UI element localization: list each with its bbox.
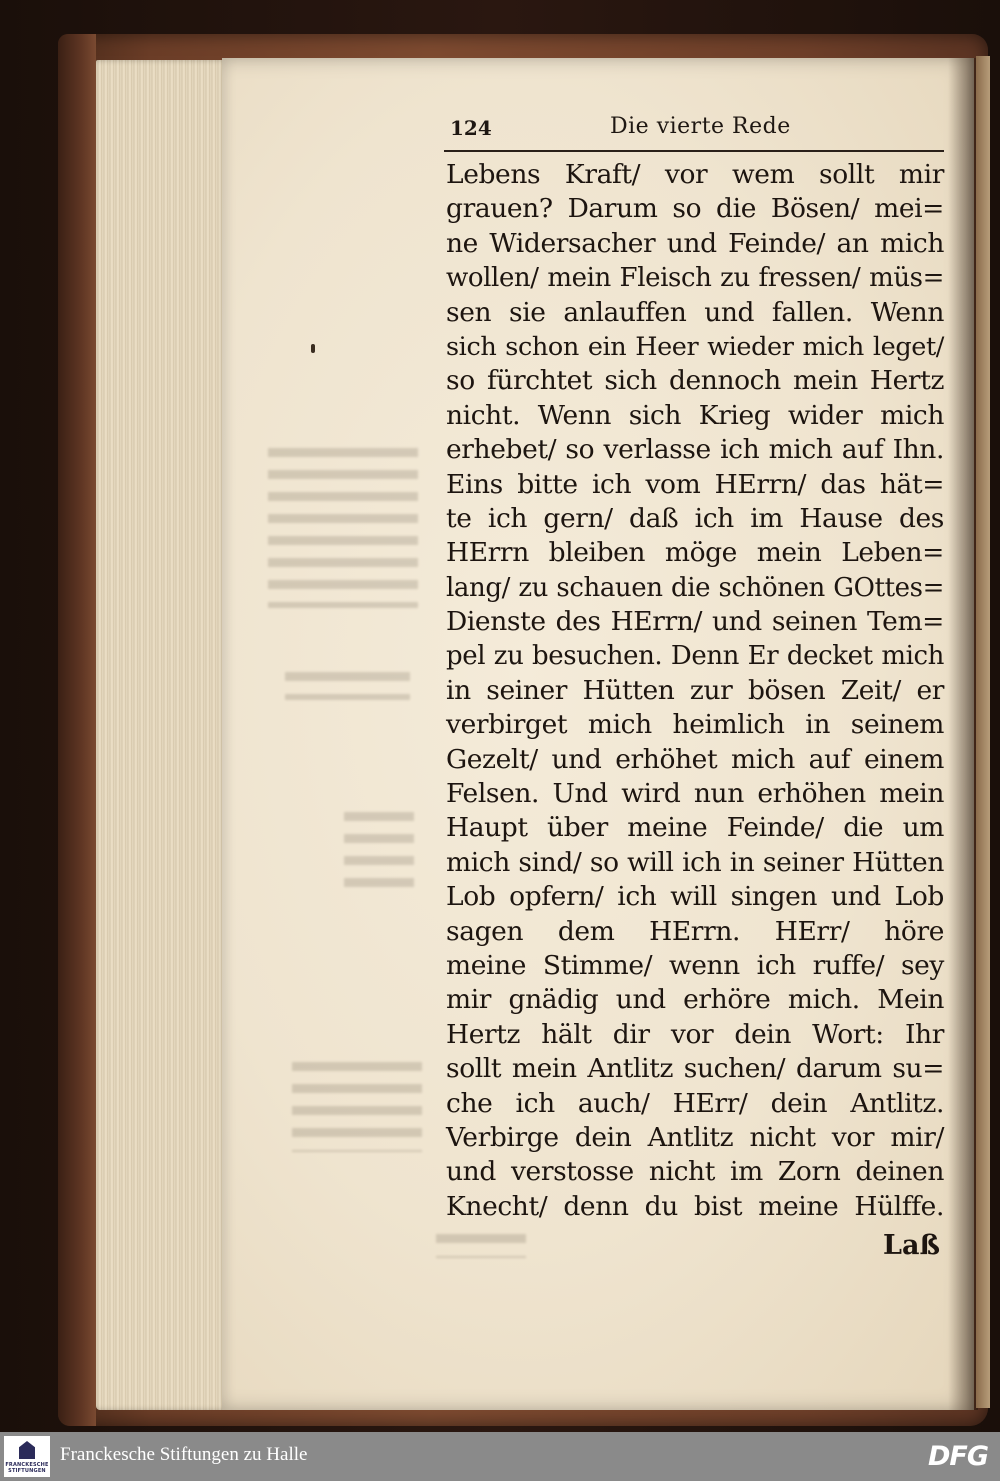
text-line: che ich auch/ HErr/ dein Antlitz. [446,1087,944,1119]
text-line: sollt mein Antlitz suchen/ darum su= [446,1053,944,1085]
text-line: Verbirge dein Antlitz nicht vor mir/ [446,1121,944,1153]
running-head: Die vierte Rede [610,114,791,139]
text-line: in seiner Hütten zur bösen Zeit/ er [446,674,944,706]
text-line: Hertz hält dir vor dein Wort: Ihr [446,1018,944,1050]
text-line: sich schon ein Heer wieder mich leget/ [446,331,944,362]
show-through-marginalia [285,672,410,700]
text-line: grauen? Darum so die Bösen/ mei= [446,193,944,225]
footer-bar [0,1432,1000,1481]
show-through-marginalia [436,1234,526,1258]
ink-speck [311,344,315,353]
text-line: HErrn bleiben möge mein Leben= [446,537,944,569]
page-header [448,110,944,150]
text-line: Lob opfern/ ich will singen und Lob [446,881,944,913]
dfg-logo[interactable]: DFG [927,1441,988,1472]
text-line: sen sie anlauffen und fallen. Wenn [446,296,944,328]
page-number: 124 [450,116,492,140]
text-line: mich sind/ so will ich in seiner Hütten [446,846,944,878]
building-icon [19,1441,35,1459]
show-through-marginalia [344,812,414,892]
text-line: lang/ zu schauen die schönen GOttes= [446,572,944,603]
logo-lettering: FRANCKESCHE STIFTUNGEN [5,1462,49,1474]
text-line: so fürchtet sich dennoch mein Hertz [446,365,944,397]
header-rule [444,150,944,152]
text-line: Eins bitte ich vom HErrn/ das hät= [446,468,944,500]
page-gutter-shadow [948,58,978,1410]
text-line: Felsen. Und wird nun erhöhen mein [446,778,944,810]
text-line: erhebet/ so verlasse ich mich auf Ihn. [446,434,944,466]
text-line: Haupt über meine Feinde/ die um [446,812,944,844]
text-line: verbirget mich heimlich in seinem [446,709,944,741]
text-line: Dienste des HErrn/ und seinen Tem= [446,606,944,638]
institution-name[interactable]: Franckesche Stiftungen zu Halle [60,1444,308,1465]
text-line: nicht. Wenn sich Krieg wider mich [446,399,944,431]
catchword: Laß [883,1230,940,1261]
page-edges [96,60,226,1410]
text-line: mir gnädig und erhöre mich. Mein [446,984,944,1016]
text-line: meine Stimme/ wenn ich ruffe/ sey [446,949,944,981]
text-line: te ich gern/ daß ich im Hause des [446,502,944,534]
text-line: wollen/ mein Fleisch zu fressen/ müs= [446,263,944,294]
show-through-marginalia [268,448,418,608]
book-spine-edge [58,34,96,1426]
text-line: ne Widersacher und Feinde/ an mich [446,227,944,259]
show-through-marginalia [292,1062,422,1152]
facing-page-edge [976,56,990,1408]
institution-logo[interactable] [4,1436,50,1477]
text-line: Gezelt/ und erhöhet mich auf einem [446,743,944,775]
text-line: und verstosse nicht im Zorn deinen [446,1156,944,1188]
body-text [446,158,944,1224]
text-line: sagen dem HErrn. HErr/ höre [446,915,944,947]
text-line: pel zu besuchen. Denn Er decket mich [446,641,944,672]
text-line: Knecht/ denn du bist meine Hülffe. [446,1190,944,1222]
text-line: Lebens Kraft/ vor wem sollt mir [446,159,944,190]
